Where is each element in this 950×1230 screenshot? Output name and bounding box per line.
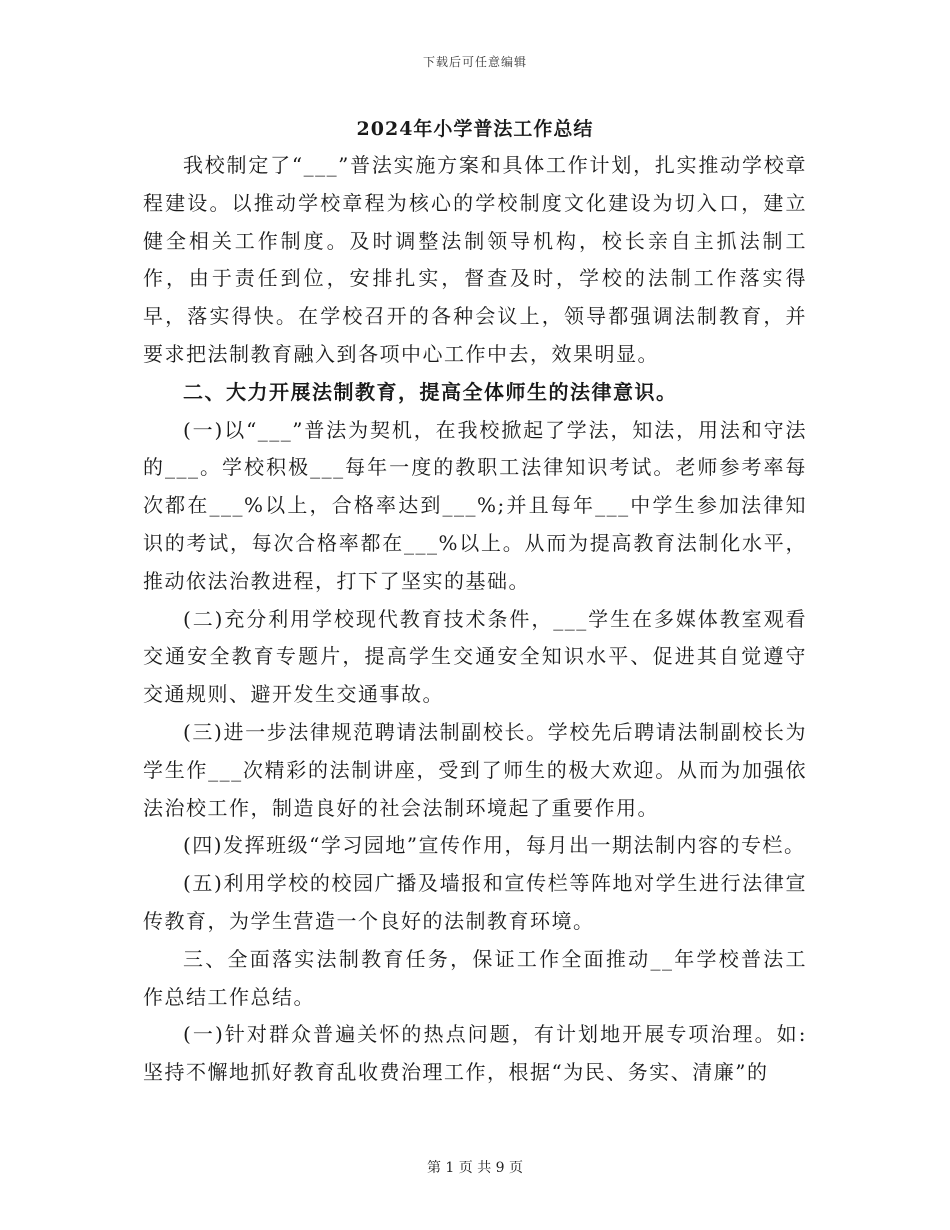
document-body bbox=[143, 147, 807, 1092]
paragraph-section3-item-1: (一)针对群众普遍关怀的热点问题，有计划地开展专项治理。如:坚持不懈地抓好教育乱收费治理工作，根据“为民、务实、清廉”的 bbox=[143, 1022, 807, 1085]
document-title: 2024年小学普法工作总结 bbox=[356, 118, 594, 140]
header-note: 下载后可任意编辑 bbox=[422, 55, 527, 69]
page-footer: 第 1 页 共 9 页 bbox=[426, 1160, 524, 1176]
paragraph-item-4: (四)发挥班级“学习园地”宣传作用，每月出一期法制内容的专栏。 bbox=[183, 833, 806, 858]
paragraph-item-1: (一)以“___”普法为契机，在我校掀起了学法，知法，用法和守法的___。学校积极___每年一度的教职工法律知识考试。老师参考率每次都在___%以上，合格率达到___%;并且每年___中学生参加法律知识的考试，每次合格率都在___%以上。从而为提高教育法制化水平，推动依法治教进程，打下了坚实的基础。 bbox=[143, 417, 807, 593]
section-heading-3: 三、全面落实法制教育任务，保证工作全面推动__年学校普法工作总结工作总结。 bbox=[143, 946, 807, 1009]
paragraph-intro: 我校制定了“___”普法实施方案和具体工作计划，扎实推动学校章程建设。以推动学校章程为核心的学校制度文化建设为切入口，建立健全相关工作制度。及时调整法制领导机构，校长亲自主抓法制工作，由于责任到位，安排扎实，督查及时，学校的法制工作落实得早，落实得快。在学校召开的各种会议上，领导都强调法制教育，并要求把法制教育融入到各项中心工作中去，效果明显。 bbox=[143, 153, 807, 366]
paragraph-item-3: (三)进一步法律规范聘请法制副校长。学校先后聘请法制副校长为学生作___次精彩的法制讲座，受到了师生的极大欢迎。从而为加强依法治校工作，制造良好的社会法制环境起了重要作用。 bbox=[143, 719, 807, 820]
paragraph-item-5: (五)利用学校的校园广播及墙报和宣传栏等阵地对学生进行法律宣传教育，为学生营造一个良好的法制教育环境。 bbox=[143, 871, 807, 933]
paragraph-item-2: (二)充分利用学校现代教育技术条件，___学生在多媒体教室观看交通安全教育专题片，提高学生交通安全知识水平、促进其自觉遵守交通规则、避开发生交通事故。 bbox=[143, 606, 807, 707]
section-heading-2: 二、大力开展法制教育，提高全体师生的法律意识。 bbox=[183, 379, 678, 404]
